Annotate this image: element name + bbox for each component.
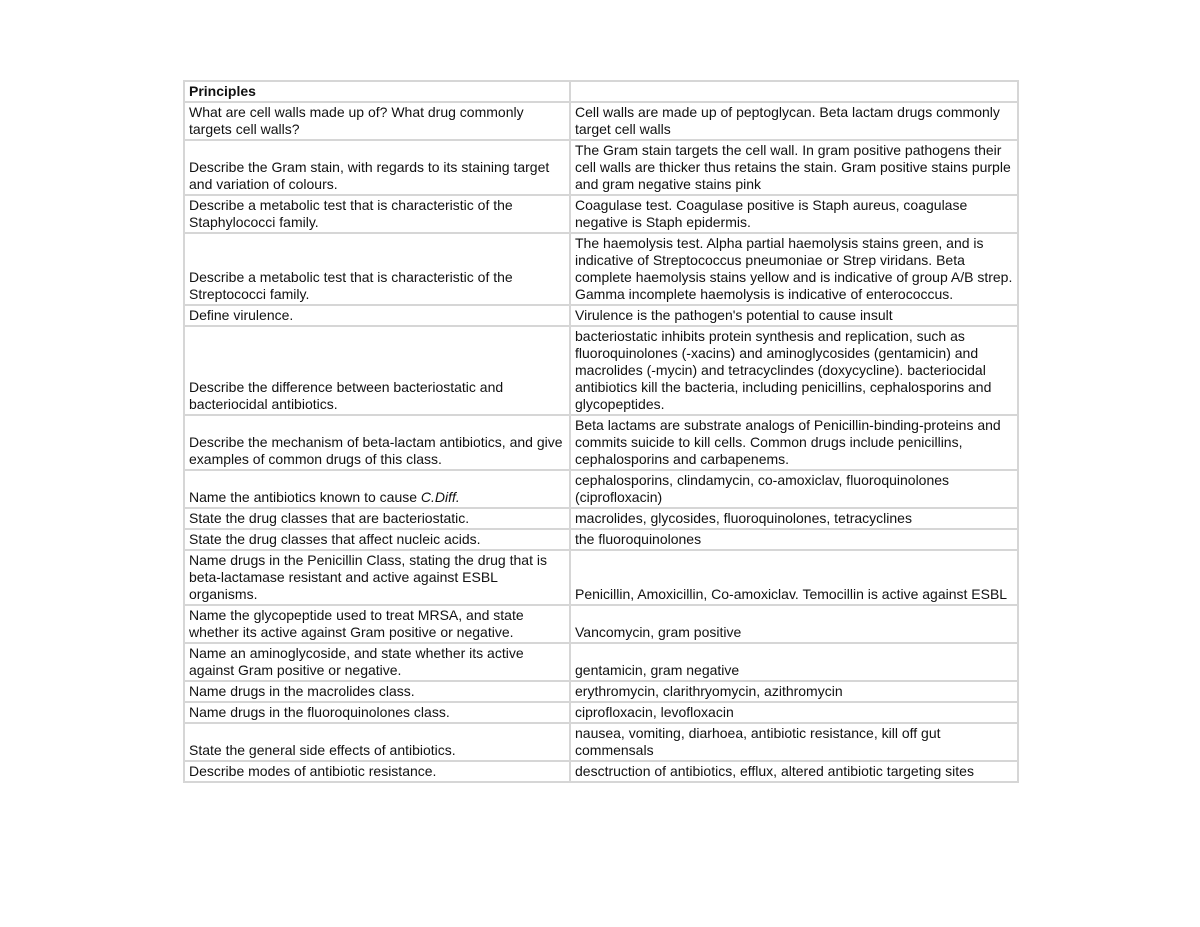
question-cell[interactable]: Name an aminoglycoside, and state whether its active against Gram positive or negative.	[184, 643, 570, 681]
table-row	[184, 195, 1018, 233]
question-cell[interactable]: What are cell walls made up of? What drug commonly targets cell walls?	[184, 102, 570, 140]
answer-cell[interactable]: the fluoroquinolones	[570, 529, 1018, 550]
header-row	[184, 81, 1018, 102]
answer-cell[interactable]: macrolides, glycosides, fluoroquinolones, tetracyclines	[570, 508, 1018, 529]
header-title-cell[interactable]: Principles	[184, 81, 570, 102]
question-cell[interactable]: Define virulence.	[184, 305, 570, 326]
answer-cell[interactable]: The haemolysis test. Alpha partial haemolysis stains green, and is indicative of Streptococcus pneumoniae or Strep viridans. Beta complete haemolysis stains yellow and is indicative of group A/B strep. Gamma incomplete haemolysis is indicative of enterococcus.	[570, 233, 1018, 305]
question-cell[interactable]: State the drug classes that are bacteriostatic.	[184, 508, 570, 529]
answer-cell[interactable]: Beta lactams are substrate analogs of Penicillin-binding-proteins and commits suicide to kill cells. Common drugs include penicillins, cephalosporins and carbapenems.	[570, 415, 1018, 470]
table-row	[184, 605, 1018, 643]
spreadsheet-sheet	[183, 80, 1017, 783]
answer-cell[interactable]: gentamicin, gram negative	[570, 643, 1018, 681]
table-row	[184, 643, 1018, 681]
answer-cell[interactable]: erythromycin, clarithryomycin, azithromycin	[570, 681, 1018, 702]
question-italic-text: C.Diff.	[420, 489, 460, 505]
answer-cell[interactable]: bacteriostatic inhibits protein synthesis and replication, such as fluoroquinolones (-xacins) and aminoglycosides (gentamicin) and macrolides (-mycin) and tetracyclindes (doxycycline). bacteriocidal antibiotics kill the bacteria, including penicillins, cephalosporins and glycopeptides.	[570, 326, 1018, 415]
answer-cell[interactable]: desctruction of antibiotics, efflux, altered antibiotic targeting sites	[570, 761, 1018, 782]
answer-cell[interactable]: The Gram stain targets the cell wall. In gram positive pathogens their cell walls are thicker thus retains the stain. Gram positive stains purple and gram negative stains pink	[570, 140, 1018, 195]
question-cell[interactable]: Name drugs in the Penicillin Class, stating the drug that is beta-lactamase resistant and active against ESBL organisms.	[184, 550, 570, 605]
answer-cell[interactable]: cephalosporins, clindamycin, co-amoxiclav, fluoroquinolones (ciprofloxacin)	[570, 470, 1018, 508]
table-row	[184, 681, 1018, 702]
answer-cell[interactable]: nausea, vomiting, diarhoea, antibiotic resistance, kill off gut commensals	[570, 723, 1018, 761]
answer-cell[interactable]: Coagulase test. Coagulase positive is Staph aureus, coagulase negative is Staph epidermis.	[570, 195, 1018, 233]
table-row	[184, 140, 1018, 195]
question-cell[interactable]: State the drug classes that affect nucleic acids.	[184, 529, 570, 550]
question-cell[interactable]: Name drugs in the fluoroquinolones class.	[184, 702, 570, 723]
table-row	[184, 233, 1018, 305]
table-row	[184, 550, 1018, 605]
answer-cell[interactable]: ciprofloxacin, levofloxacin	[570, 702, 1018, 723]
question-text: Name the antibiotics known to cause	[189, 489, 418, 505]
question-cell[interactable]: Name drugs in the macrolides class.	[184, 681, 570, 702]
table-row	[184, 305, 1018, 326]
answer-cell[interactable]: Penicillin, Amoxicillin, Co-amoxiclav. Temocillin is active against ESBL	[570, 550, 1018, 605]
question-cell[interactable]: Describe the mechanism of beta-lactam antibiotics, and give examples of common drugs of this class.	[184, 415, 570, 470]
table-row	[184, 470, 1018, 508]
question-cell[interactable]	[184, 470, 570, 508]
principles-table	[183, 80, 1019, 783]
table-row	[184, 508, 1018, 529]
table-row	[184, 702, 1018, 723]
table-row	[184, 102, 1018, 140]
table-row	[184, 529, 1018, 550]
table-row	[184, 326, 1018, 415]
answer-cell[interactable]: Cell walls are made up of peptoglycan. Beta lactam drugs commonly target cell walls	[570, 102, 1018, 140]
table-row	[184, 761, 1018, 782]
table-row	[184, 415, 1018, 470]
question-cell[interactable]: Describe a metabolic test that is characteristic of the Staphylococci family.	[184, 195, 570, 233]
question-cell[interactable]: Describe modes of antibiotic resistance.	[184, 761, 570, 782]
answer-cell[interactable]: Virulence is the pathogen's potential to cause insult	[570, 305, 1018, 326]
header-blank-cell[interactable]	[570, 81, 1018, 102]
question-cell[interactable]: Name the glycopeptide used to treat MRSA, and state whether its active against Gram positive or negative.	[184, 605, 570, 643]
question-cell[interactable]: Describe a metabolic test that is characteristic of the Streptococci family.	[184, 233, 570, 305]
question-cell[interactable]: State the general side effects of antibiotics.	[184, 723, 570, 761]
answer-cell[interactable]: Vancomycin, gram positive	[570, 605, 1018, 643]
table-row	[184, 723, 1018, 761]
question-cell[interactable]: Describe the Gram stain, with regards to its staining target and variation of colours.	[184, 140, 570, 195]
question-cell[interactable]: Describe the difference between bacteriostatic and bacteriocidal antibiotics.	[184, 326, 570, 415]
